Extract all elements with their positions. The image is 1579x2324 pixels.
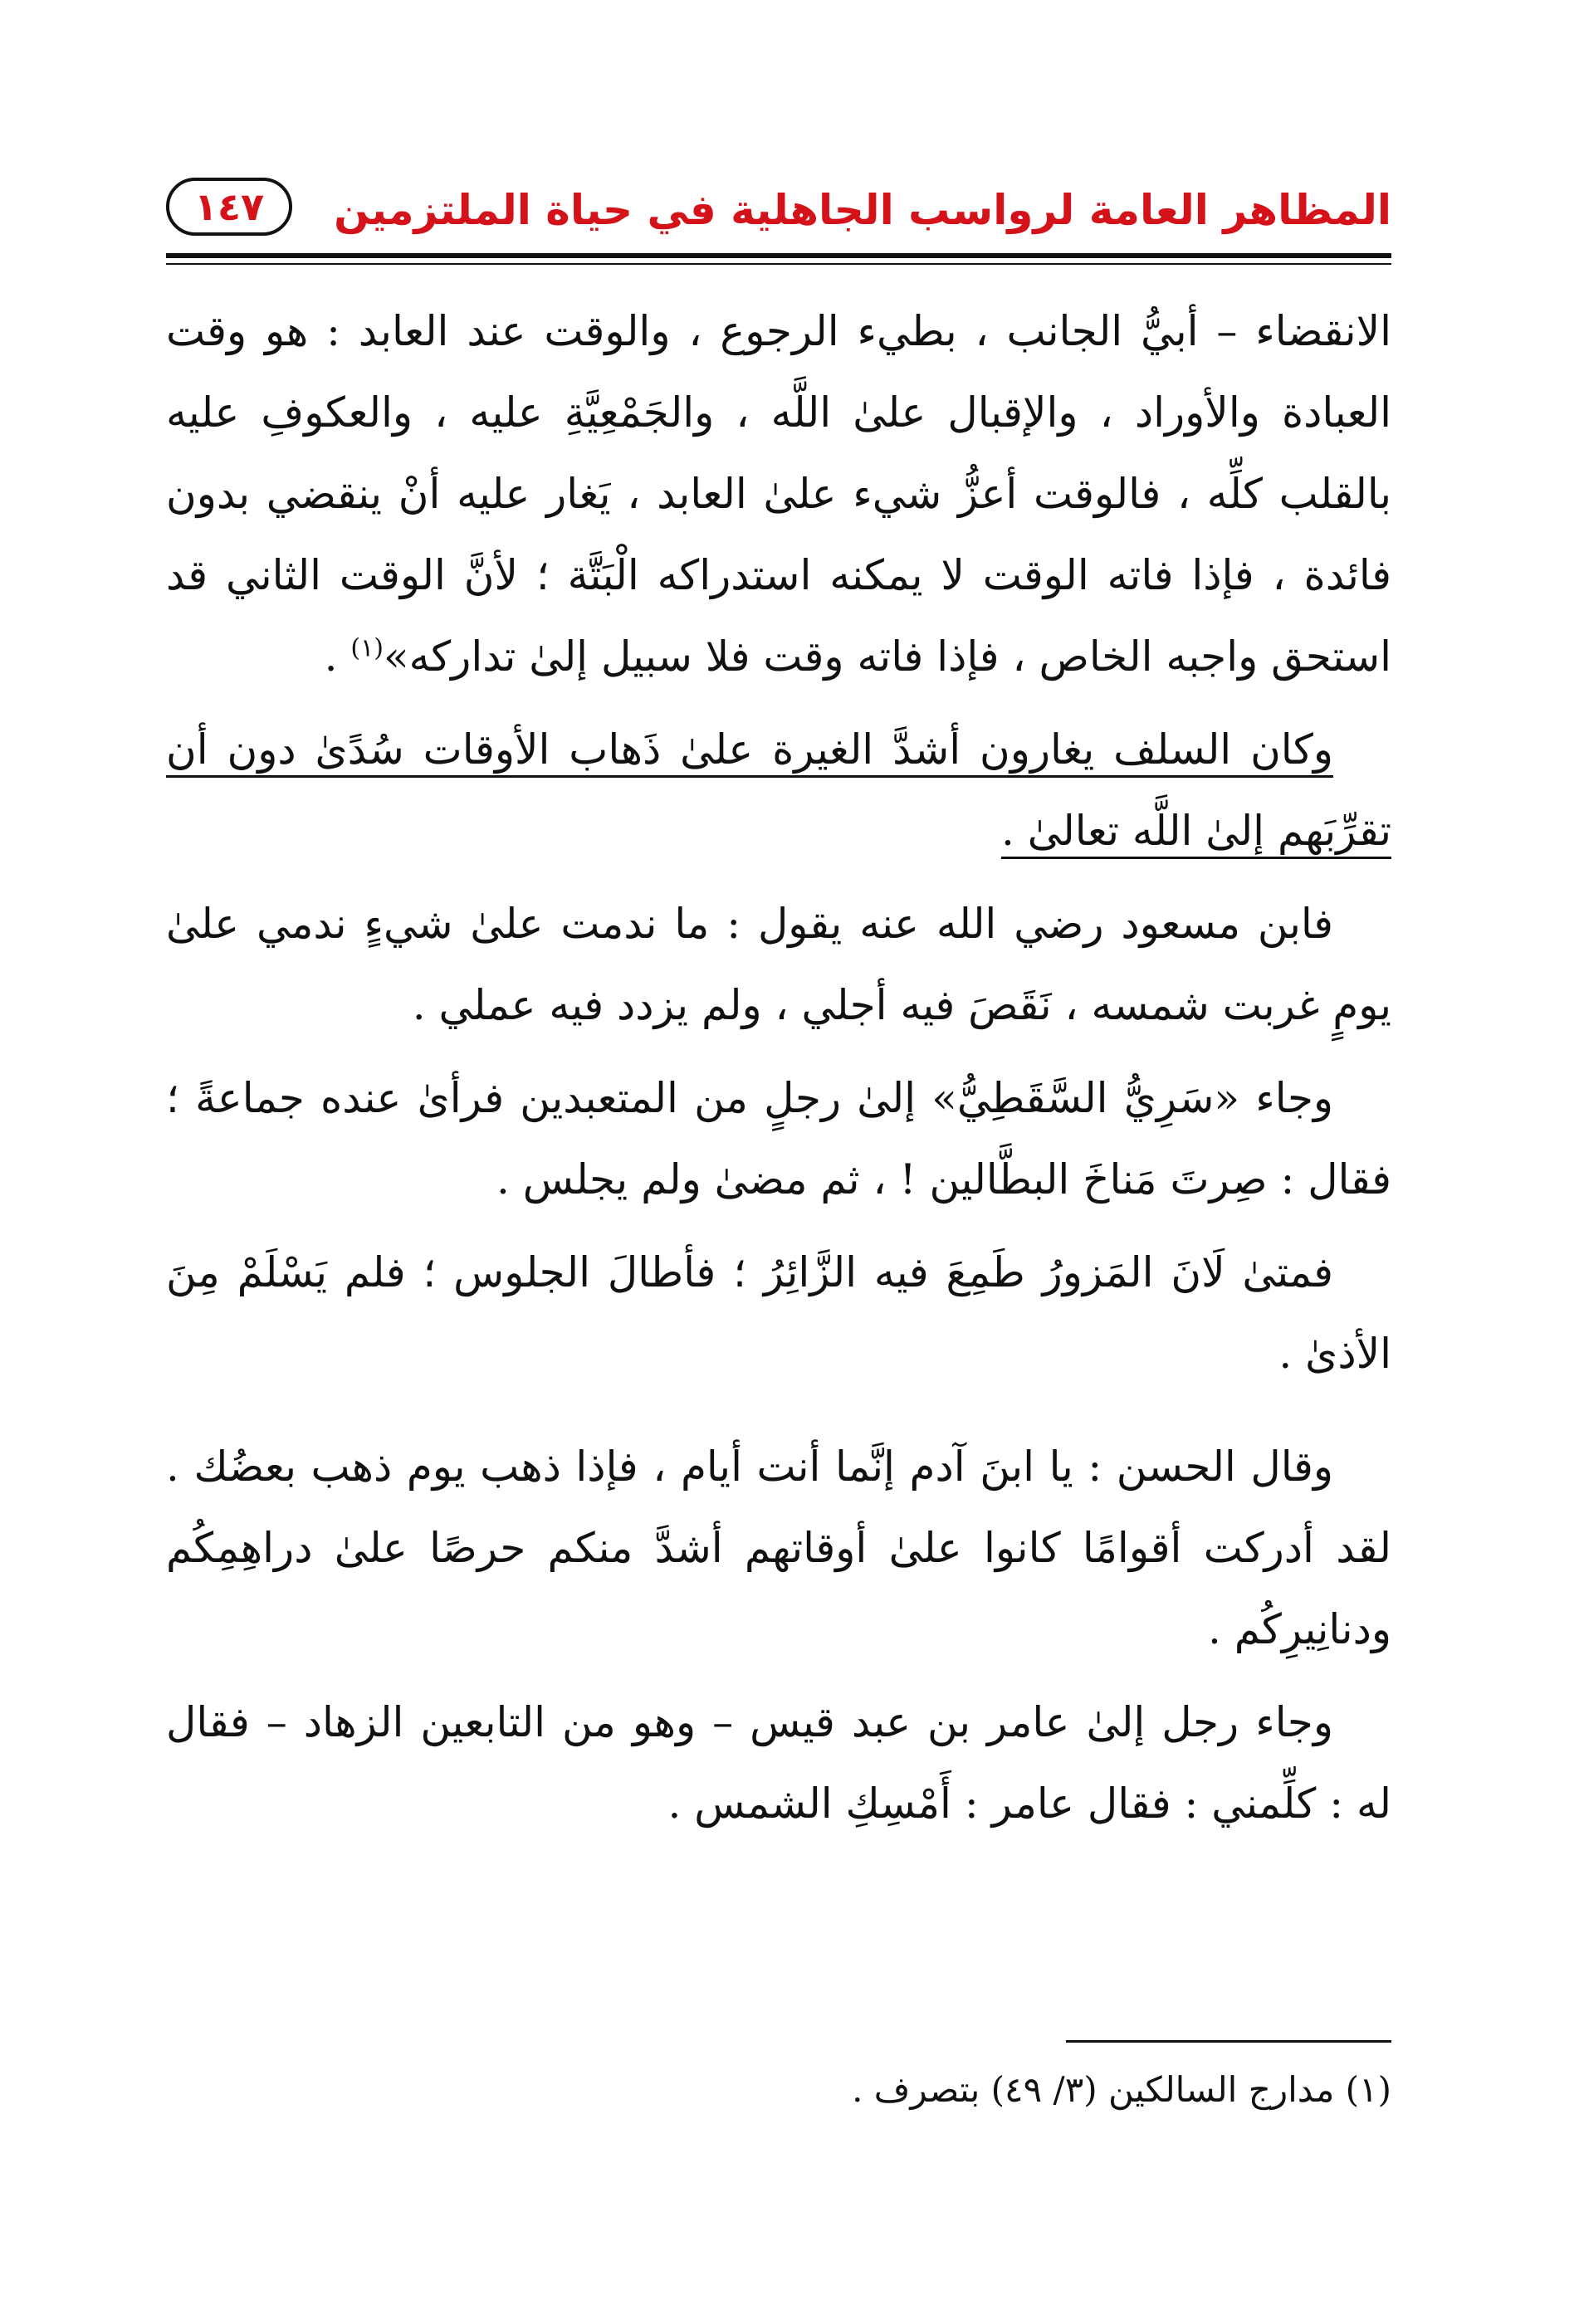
footnote: (١) مدارج السالكين (٣/ ٤٩) بتصرف . <box>852 2069 1391 2110</box>
paragraph-continuation <box>166 290 1391 697</box>
header-rule-thick <box>166 253 1391 258</box>
page-number-badge: ١٤٧ <box>166 178 292 236</box>
paragraph-text: وجاء رجل إلىٰ عامر بن عبد قيس – وهو من التابعين الزهاد – فقال له : كلِّمني : فقال عامر : أَمْسِكِ الشمس . <box>166 1698 1391 1828</box>
paragraph <box>166 1057 1391 1220</box>
footnote-rule <box>1066 2040 1391 2043</box>
paragraph-text: وكان السلف يغارون أشدَّ الغيرة علىٰ ذَهاب الأوقات سُدًىٰ دون أن تقرِّبَهم إلىٰ اللَّه تعالىٰ . <box>166 725 1391 855</box>
header-rule-thin <box>166 263 1391 265</box>
paragraph <box>166 883 1391 1046</box>
footnote-marker: (١) <box>350 633 384 663</box>
page-header <box>166 166 1391 257</box>
paragraph-underlined <box>166 709 1391 872</box>
paragraph <box>166 1426 1391 1670</box>
paragraph-text: الانقضاء – أبيُّ الجانب ، بطيء الرجوع ، والوقت عند العابد : هو وقت العبادة والأوراد ، والإقبال علىٰ اللَّه ، والجَمْعِيَّةِ عليه ، والعكوفِ عليه بالقلب كلِّه ، فالوقت أعزُّ شيء علىٰ العابد ، يَغار عليه أنْ ينقضي بدون فائدة ، فإذا فاته الوقت لا يمكنه استدراكه الْبَتَّة ؛ لأنَّ الوقت الثاني قد استحق واجبه الخاص ، فإذا فاته وقت فلا سبيل إلىٰ تداركه» <box>166 307 1391 681</box>
body-text <box>166 290 1391 1856</box>
paragraph-tail: . <box>324 632 351 681</box>
paragraph-text: فابن مسعود رضي الله عنه يقول : ما ندمت علىٰ شيءٍ ندمي علىٰ يومٍ غربت شمسه ، نَقَصَ فيه أجلي ، ولم يزدد فيه عملي . <box>166 900 1391 1029</box>
paragraph <box>166 1232 1391 1394</box>
paragraph-text: وقال الحسن : يا ابنَ آدم إنَّما أنت أيام ، فإذا ذهب يوم ذهب بعضُك . لقد أدركت أقوامًا كانوا علىٰ أوقاتهم أشدَّ منكم حرصًا علىٰ دراهِمِكُم ودنانِيرِكُم . <box>166 1443 1391 1653</box>
paragraph <box>166 1682 1391 1844</box>
paragraph-gap <box>166 1406 1391 1426</box>
running-title: المظاهر العامة لرواسب الجاهلية في حياة الملتزمين <box>334 186 1391 234</box>
paragraph-text: فمتىٰ لَانَ المَزورُ طَمِعَ فيه الزَّائِرُ ؛ فأطالَ الجلوس ؛ فلم يَسْلَمْ مِنَ الأذىٰ . <box>166 1248 1391 1378</box>
paragraph-text: وجاء «سَرِيُّ السَّقَطِيُّ» إلىٰ رجلٍ من المتعبدين فرأىٰ عنده جماعةً ؛ فقال : صِرتَ مَناخَ البطَّالين ! ، ثم مضىٰ ولم يجلس . <box>166 1074 1391 1204</box>
